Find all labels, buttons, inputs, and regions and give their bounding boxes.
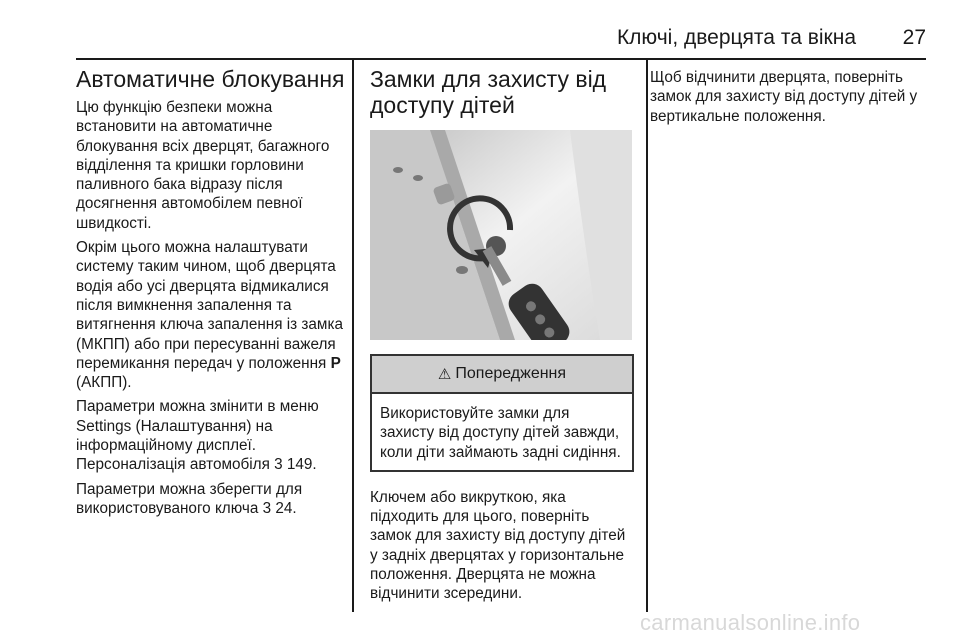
column-right <box>650 60 930 131</box>
section-heading-child-locks: Замки для захисту від доступу дітей <box>370 66 607 118</box>
paragraph: Щоб відчинити дверцята, поверніть замок для захисту від доступу дітей у вертикальне положення. <box>650 69 918 125</box>
page-reference-link[interactable]: 3 24. <box>262 499 297 517</box>
column-divider <box>352 60 354 612</box>
page-header <box>76 22 926 52</box>
header-title: Ключі, дверцята та вікна <box>616 26 856 49</box>
section-heading-auto-lock: Автоматичне блокування <box>76 66 345 92</box>
paragraph: Ключем або викруткою, яка підходить для цього, поверніть замок для захисту від доступу дітей у задніх дверцятах у горизонтальне положення. Дверцята не можна відчинити зсередини. <box>370 488 626 603</box>
text: Параметри можна змінити в меню Settings (Налаштування) на інформаційному дисплеї. Персоналізація автомобіля <box>76 398 319 474</box>
gear-p-label: P <box>330 354 341 372</box>
text: Параметри можна зберегти для використовуваного ключа <box>76 480 303 517</box>
watermark: carmanualsonline.info <box>640 610 861 635</box>
text: (АКПП). <box>76 374 132 392</box>
warning-triangle-icon: ⚠ <box>437 366 452 383</box>
warning-title: Попередження <box>455 365 567 382</box>
page-reference-link[interactable]: 3 149. <box>274 456 317 474</box>
warning-header <box>372 356 632 394</box>
column-divider <box>646 60 648 612</box>
door-key-illustration <box>370 130 632 340</box>
page-number: 27 <box>902 26 926 49</box>
paragraph: Цю функцію безпеки можна встановити на автоматичне блокування всіх дверцят, багажного відділення та кришки горловини паливного бака відразу після досягнення автомобілем певної швидкості. <box>76 99 330 232</box>
child-lock-illustration <box>370 130 632 340</box>
warning-text: Використовуйте замки для захисту від доступу дітей завжди, коли діти займають задні сидіння. <box>380 405 621 461</box>
warning-box <box>370 354 634 472</box>
paragraph <box>76 397 346 474</box>
paragraph <box>76 480 346 519</box>
paragraph <box>76 238 346 392</box>
column-left <box>76 60 346 523</box>
text: Окрім цього можна налаштувати систему таким чином, щоб дверцята водія або усі дверцята відмикалися після вимкнення запалення та витягнення ключа запалення із замка (МКПП) або при пересуванні важеля перемикання передач у положення <box>76 239 343 372</box>
column-middle <box>370 60 634 609</box>
